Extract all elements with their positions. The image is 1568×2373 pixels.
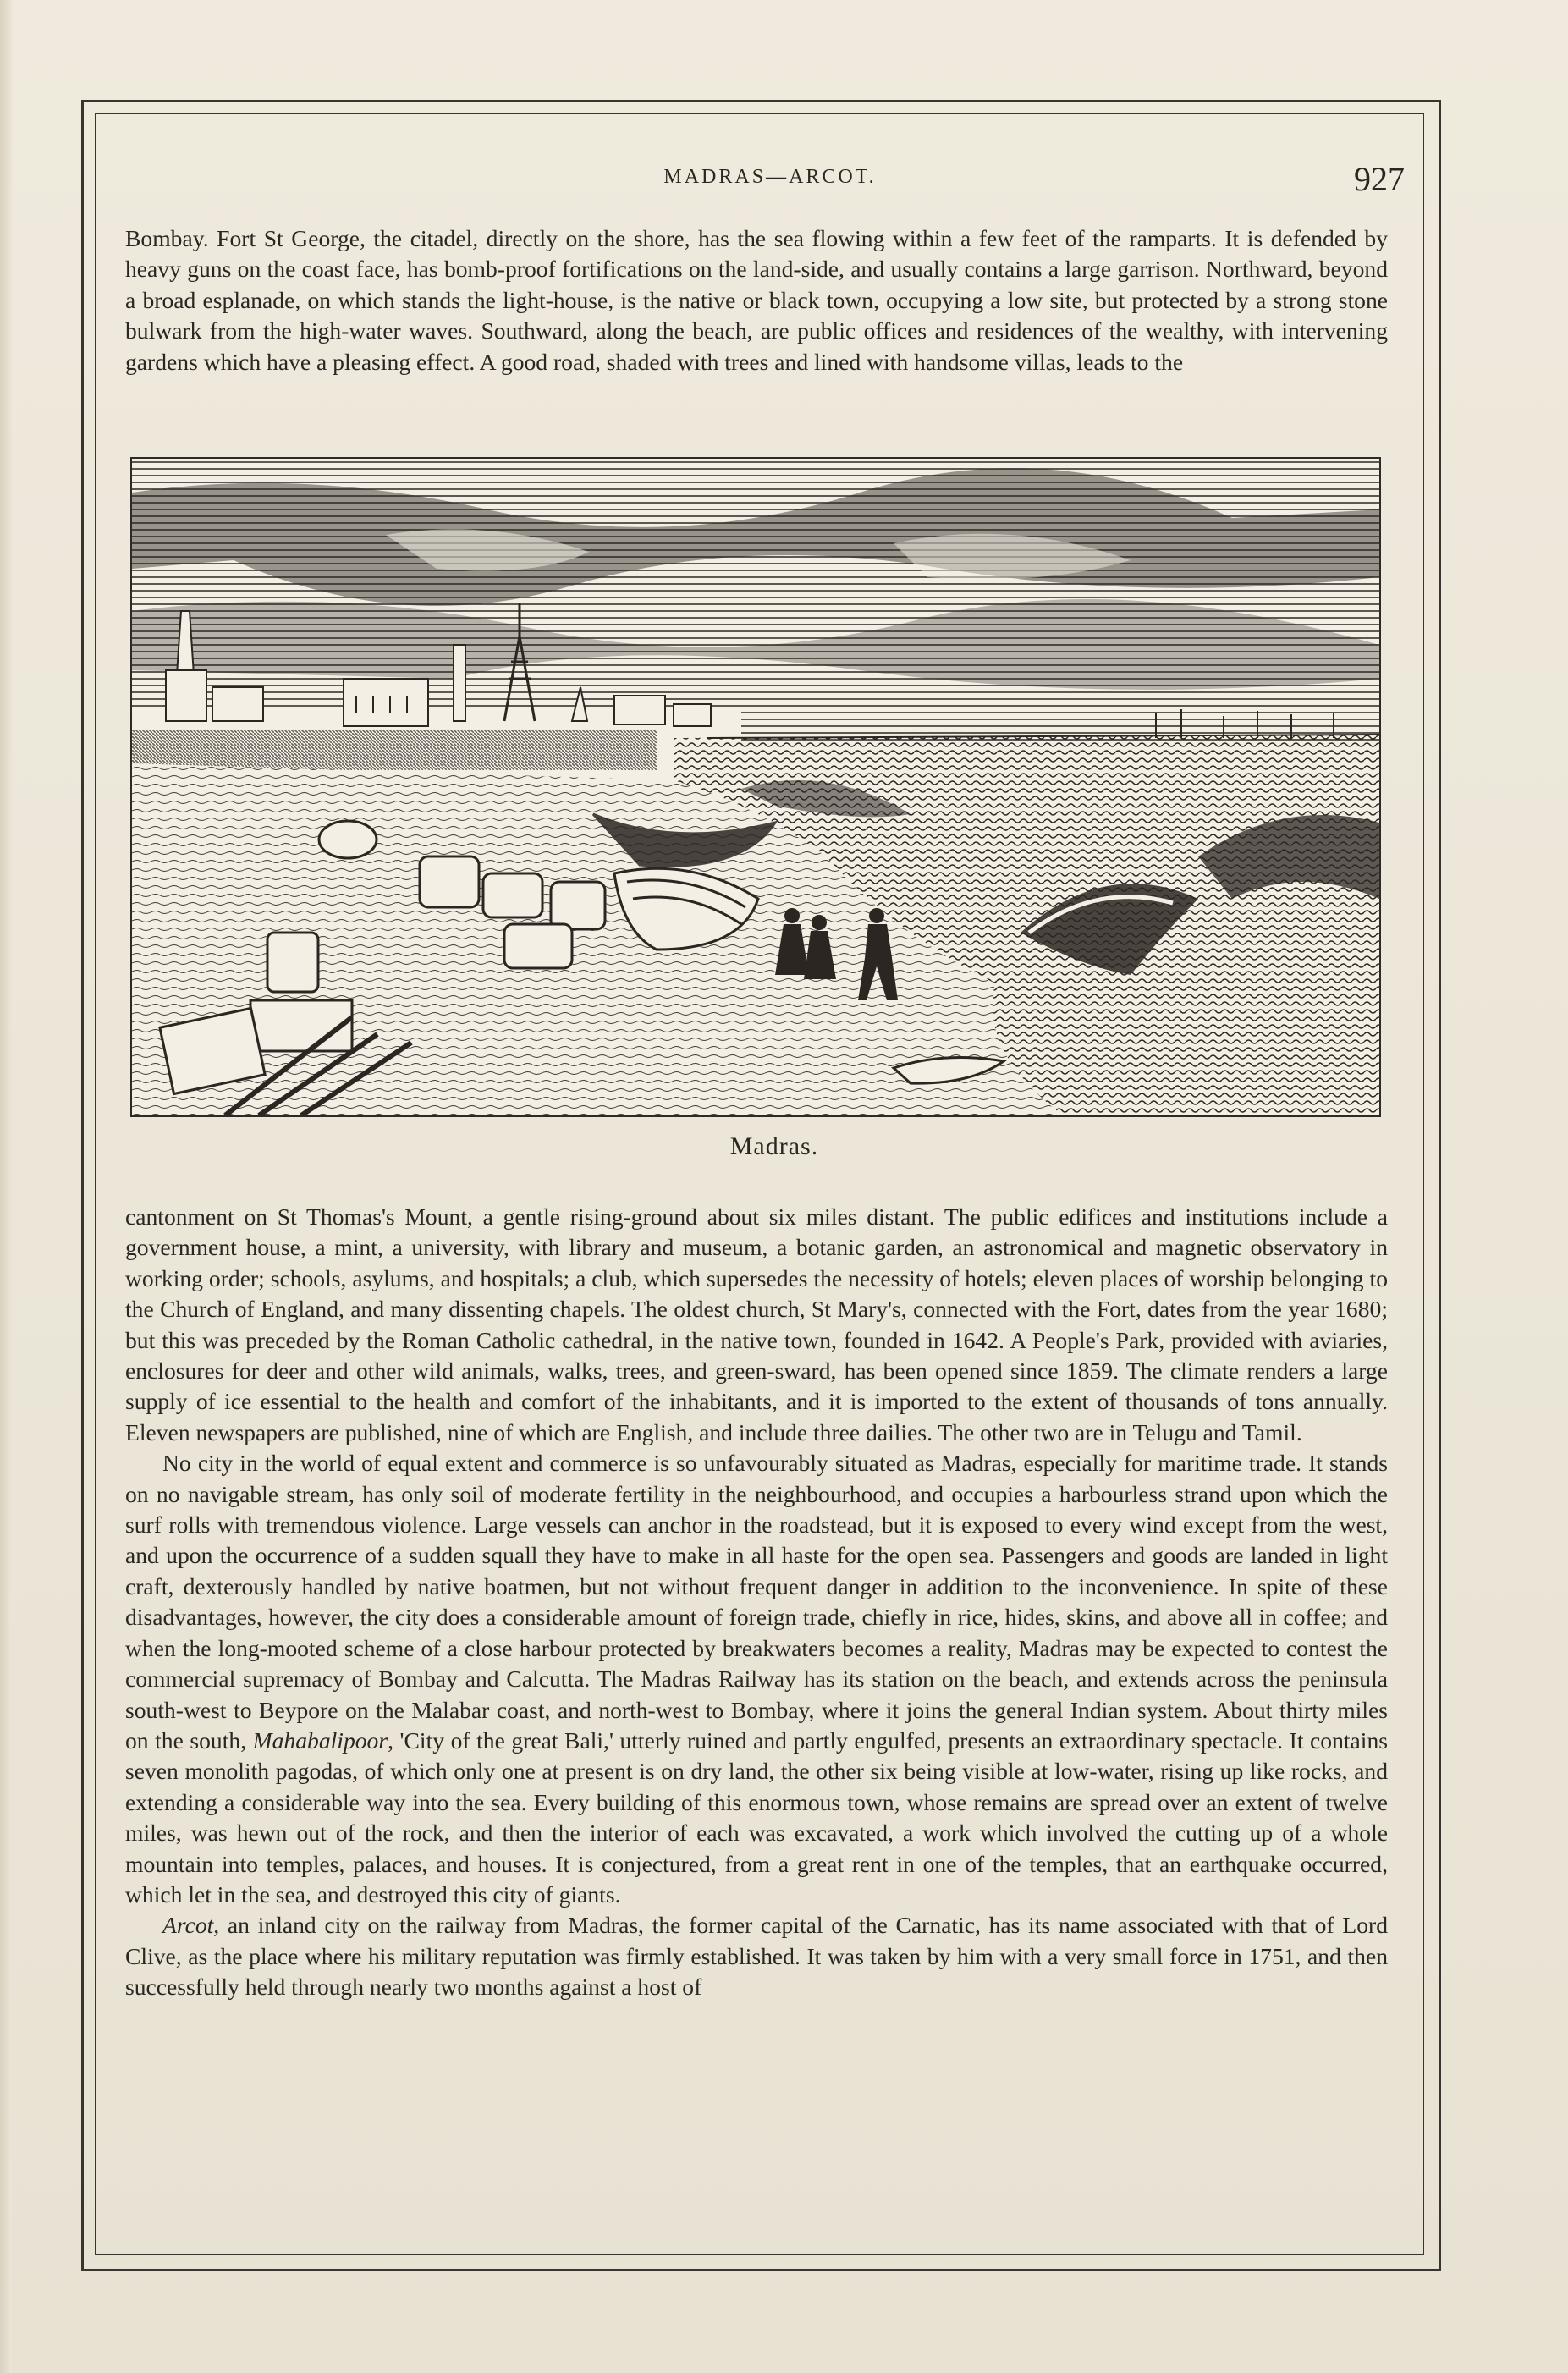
italic-place-name: Mahabalipoor <box>252 1726 388 1754</box>
paragraph-public-edifices: cantonment on St Thomas's Mount, a gentle rising-ground about six miles distant. The public edifices and institutions include a government house, a mint, a university, with library and museum, a botanic garden, an astronomical and magnetic observatory in working order; schools, asylums, and hospitals; a club, which supersedes the necessity of hotels; eleven places of worship belonging to the Church of England, and many dissenting chapels. The oldest church, St Mary's, connected with the Fort, dates from the year 1680; but this was preceded by the Roman Catholic cathedral, in the native town, founded in 1642. A People's Park, provided with aviaries, enclosures for deer and other wild animals, walks, trees, and green-sward, has been opened since 1859. The climate renders a large supply of ice essential to the health and comfort of the inhabitants, and it is imported to the extent of thousands of tons annually. Eleven newspapers are published, nine of which are English, and include three dailies. The other two are in Telugu and Tamil. <box>125 1203 1388 1445</box>
page-gutter-shadow <box>0 0 12 2373</box>
page-number: 927 <box>1354 160 1405 198</box>
text-run: , 'City of the great Bali,' utterly ruined and partly engulfed, presents an extraordinary spectacle. It contains seven monolith pagodas, of which only one at present is on dry land, the other six being visible at low-water, rising up like rocks, and extending a considerable way into the sea. Every building of this enormous town, whose remains are spread over an extent of twelve miles, was hewn out of the rock, and then the interior of each was excavated, a work which involved the cutting up of a whole mountain into temples, palaces, and houses. It is conjectured, from a great rent in one of the temples, that an earthquake occurred, which let in the sea, and destroyed this city of giants. <box>125 1726 1388 1908</box>
paragraph-opening: Bombay. Fort St George, the citadel, directly on the shore, has the sea flowing within a few feet of the ramparts. It is defended by heavy guns on the coast face, has bomb-proof fortifications on the land-side, and usually contains a large garrison. Northward, beyond a broad esplanade, on which stands the light-house, is the native or black town, occupying a low site, but protected by a strong stone bulwark from the high-water waves. Southward, along the beach, are public offices and residences of the wealthy, with intervening gardens which have a pleasing effect. A good road, shaded with trees and lined with handsome villas, leads to the <box>125 225 1388 375</box>
running-head: MADRAS—ARCOT. <box>663 166 877 188</box>
figure-caption: Madras. <box>729 1132 819 1160</box>
paragraph-trade <box>125 1448 1388 1910</box>
body-text-block <box>125 1202 1388 2003</box>
italic-place-name: Arcot <box>162 1912 214 1939</box>
text-run: , an inland city on the railway from Madras, the former capital of the Carnatic, has its name associated with that of Lord Clive, as the place where his military reputation was firmly established. It was taken by him with a very small force in 1751, and then successfully held through nearly two months against a host of <box>125 1912 1388 2001</box>
top-text-block <box>125 223 1388 377</box>
paragraph-arcot <box>125 1910 1388 2002</box>
text-run: No city in the world of equal extent and commerce is so unfavourably situated as Madras, especially for maritime trade. It stands on no navigable stream, has only soil of moderate fertility in the neighbourhood, and occupies a harbourless strand upon which the surf rolls with tremendous violence. Large vessels can anchor in the roadstead, but it is exposed to every wind except from the west, and upon the occurrence of a sudden squall they have to make in all haste for the open sea. Passengers and goods are landed in light craft, dexterously handled by native boatmen, but not without frequent danger in addition to the inconvenience. In spite of these disadvantages, however, the city does a considerable amount of foreign trade, chiefly in rice, hides, skins, and above all in coffee; and when the long-mooted scheme of a close harbour protected by breakwaters becomes a reality, Madras may be expected to contest the commercial supremacy of Bombay and Calcutta. The Madras Railway has its station on the beach, and extends across the peninsula south-west to Beypore on the Malabar coast, and north-west to Bombay, where it joins the general Indian system. About thirty miles on the south, <box>125 1450 1388 1754</box>
sky <box>132 459 1379 746</box>
madras-engraving <box>130 457 1381 1117</box>
